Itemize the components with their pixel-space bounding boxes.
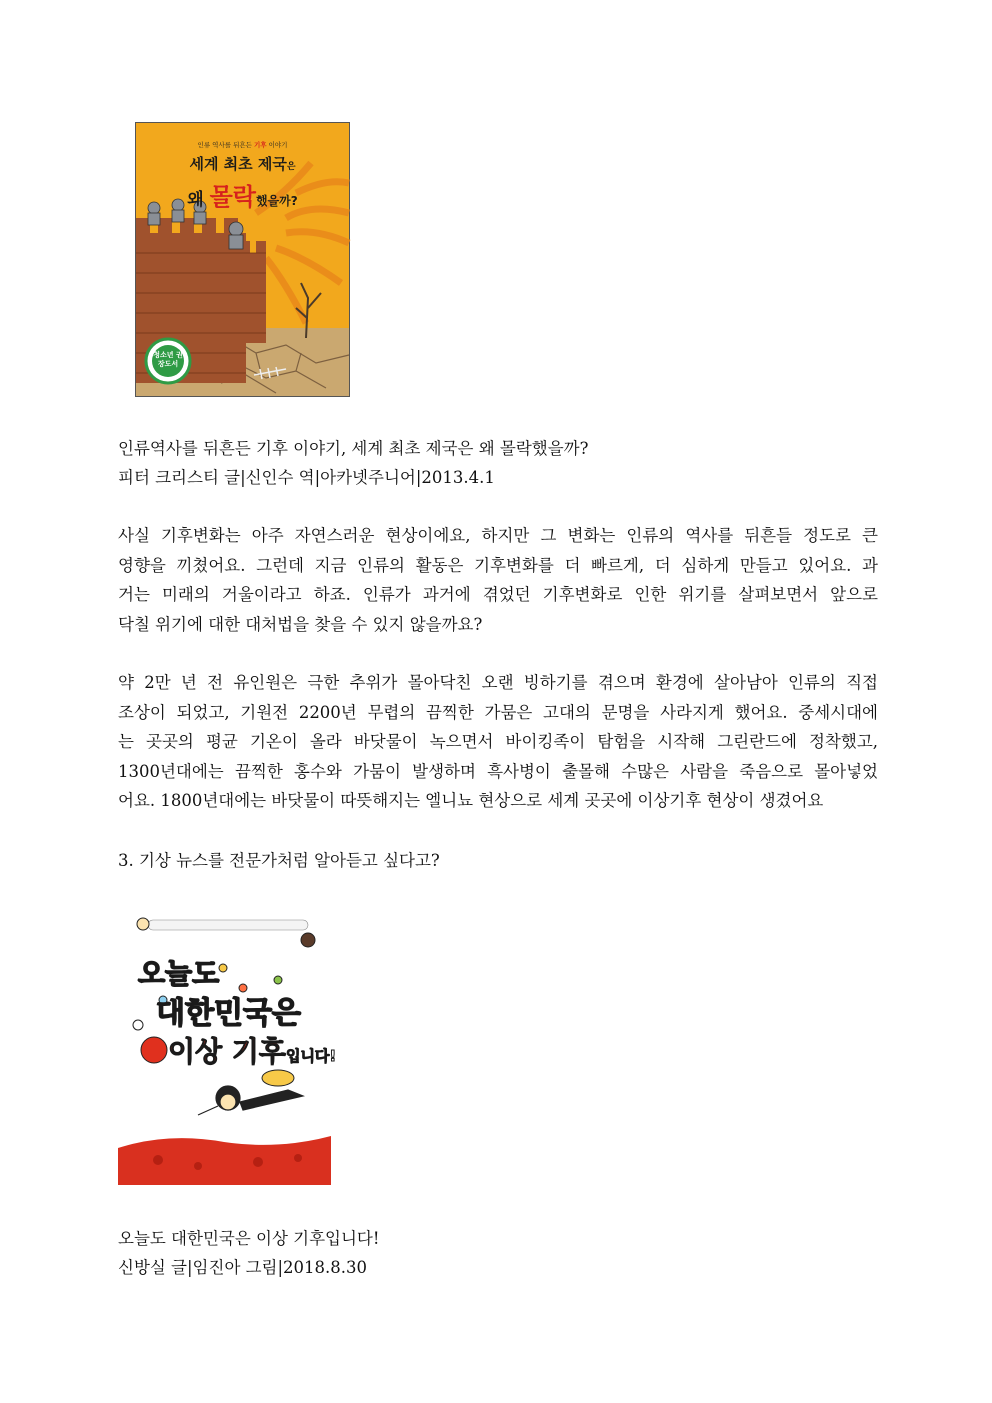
book-cover-2-title-highlight: 이상 기후 bbox=[168, 1035, 286, 1068]
book-1-title: 인류역사를 뒤흔든 기후 이야기, 세계 최초 제국은 왜 몰락했을까? bbox=[118, 439, 589, 458]
paragraph-1-line: 사실 기후변화는 아주 자연스러운 현상이에요, 하지만 그 변화는 인류의 역사를 뒤흔들 정도로 큰 bbox=[118, 526, 878, 545]
book-cover-1-title-line2: 왜 몰락했을까? bbox=[187, 183, 298, 211]
paragraph-1-line: 거는 미래의 거울이라고 하죠. 인류가 과거에 겪었던 기후변화로 인한 위기를 살펴보면서 앞으로 bbox=[118, 585, 878, 604]
paragraph-2-line: 약 2만 년 전 유인원은 극한 추위가 몰아닥친 오랜 빙하기를 겪으며 환경에 살아남아 인류의 직접 bbox=[118, 673, 878, 692]
paragraph-2-line: 어요. 1800년대에는 바닷물이 따뜻해지는 엘니뇨 현상으로 세계 곳곳에 이상기후 현상이 생겼어요 bbox=[118, 791, 824, 810]
book-cover-1-badge-text: 청소년 권장도서 bbox=[153, 351, 183, 368]
book-cover-image-1 bbox=[135, 122, 350, 397]
book-2-credits: 신방실 글|임진아 그림|2018.8.30 bbox=[118, 1258, 368, 1277]
book-cover-1-title-line1: 세계 최초 제국은 bbox=[189, 155, 296, 173]
book-2-title: 오늘도 대한민국은 이상 기후입니다! bbox=[118, 1229, 380, 1248]
book-cover-image-2 bbox=[118, 910, 337, 1185]
book-cover-2-title-line2: 대한민국은 bbox=[156, 996, 301, 1031]
book-cover-1-tagline-highlight: 기후 bbox=[253, 141, 267, 149]
paragraph-1-line: 영향을 끼쳤어요. 그런데 지금 인류의 활동은 기후변화를 더 빠르게, 더 심하게 만들고 있어요. 과 bbox=[118, 555, 878, 575]
paragraph-2-line: 조상이 되었고, 기원전 2200년 무렵의 끔찍한 가뭄은 고대의 문명을 사라지게 했어요. 중세시대에 bbox=[118, 702, 878, 722]
book-1-credits: 피터 크리스티 글|신인수 역|아카넷주니어|2013.4.1 bbox=[118, 468, 495, 487]
paragraph-2-line: 는 곳곳의 평균 기온이 올라 바닷물이 녹으면서 바이킹족이 탐험을 시작해 그린란드에 정착했고, bbox=[118, 732, 878, 751]
book-cover-2-title-line1: 오늘도 bbox=[138, 957, 220, 990]
book-cover-2-title-line3: 이상 기후입니다! bbox=[168, 1035, 337, 1068]
paragraph-2 bbox=[118, 668, 878, 816]
paragraph-1 bbox=[118, 521, 878, 639]
book-cover-1-title-highlight: 몰락 bbox=[209, 183, 256, 211]
paragraph-2-line: 1300년대에는 끔찍한 홍수와 가뭄이 발생하며 흑사병이 출몰해 수많은 사람을 죽음으로 몰아넣었 bbox=[118, 761, 878, 781]
book-cover-1-tagline: 인류 역사를 뒤흔든 기후 이야기 bbox=[197, 141, 288, 149]
paragraph-1-line: 닥칠 위기에 대한 대처법을 찾을 수 있지 않을까요? bbox=[118, 614, 483, 634]
section-heading: 3. 기상 뉴스를 전문가처럼 알아듣고 싶다고? bbox=[118, 851, 440, 870]
